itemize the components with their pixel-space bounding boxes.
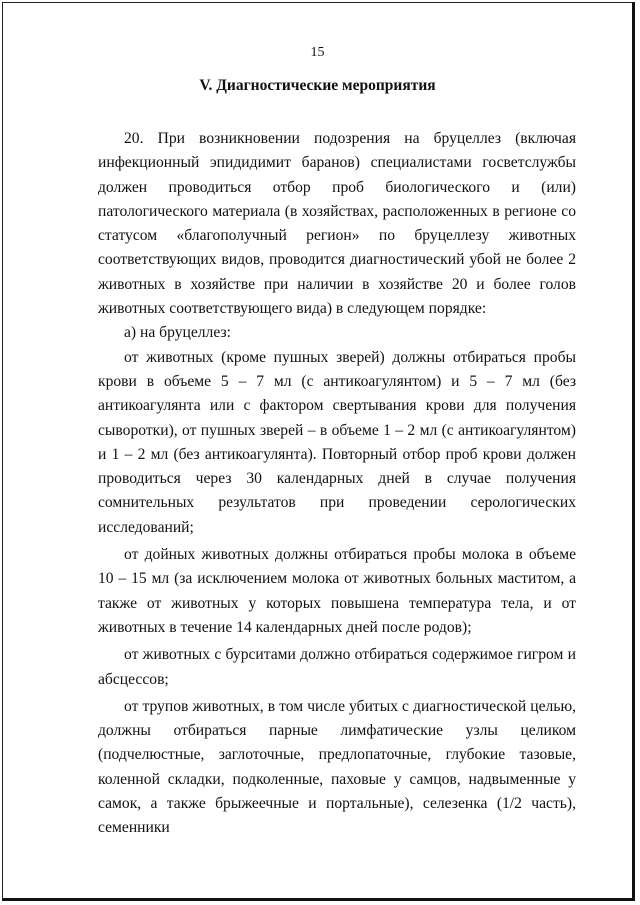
body-text bbox=[98, 127, 576, 841]
paragraph-milk-samples: от дойных животных должны отбираться пробы молока в объеме 10 – 15 мл (за исключением молока от животных больных маститом, а также от животных у которых повышена температура тела, и от животных в течение 14 календарных дней после родов); bbox=[98, 546, 576, 636]
document-page bbox=[2, 2, 635, 901]
paragraph-subitem-a: а) на бруцеллез: bbox=[124, 324, 231, 342]
paragraph-blood-samples: от животных (кроме пушных зверей) должны отбираться пробы крови в объеме 5 – 7 мл (с антикоагулянтом) и 5 – 7 мл (без антикоагулянта или с фактором свертывания крови для получения сыворотки), от пушных зверей – в объеме 1 – 2 мл (с антикоагулянтом) и 1 – 2 мл (без антикоагулянта). Повторный отбор проб крови должен проводиться через 30 календарных дней в случае получения сомнительных результатов при проведении серологических исследований; bbox=[98, 348, 576, 536]
paragraph-bursitis: от животных с бурситами должно отбираться содержимое гигром и абсцессов; bbox=[98, 646, 576, 688]
paragraph-20: 20. При возникновении подозрения на бруцеллез (включая инфекционный эпидидимит баранов) специалистами госветслужбы должен проводиться отбор проб биологического и (или) патологического материала (в хозяйствах, расположенных в регионе со статусом «благополучный регион» по бруцеллезу животных соответствующих видов, проводится диагностический убой не более 2 животных в хозяйстве при наличии в хозяйстве 20 и более голов животных соответствующего вида) в следующем порядке: bbox=[98, 130, 576, 318]
section-title: V. Диагностические мероприятия bbox=[199, 77, 436, 94]
paragraph-carcasses: от трупов животных, в том числе убитых с диагностической целью, должны отбираться парные лимфатические узлы целиком (подчелюстные, заглоточные, предлопаточные, глубокие тазовые, коленной складки, подколенные, паховые у самцов, надвыменные у самок, а также брыжеечные и портальные), селезенка (1/2 часть), семенники bbox=[98, 697, 576, 837]
page-number: 15 bbox=[310, 45, 325, 60]
